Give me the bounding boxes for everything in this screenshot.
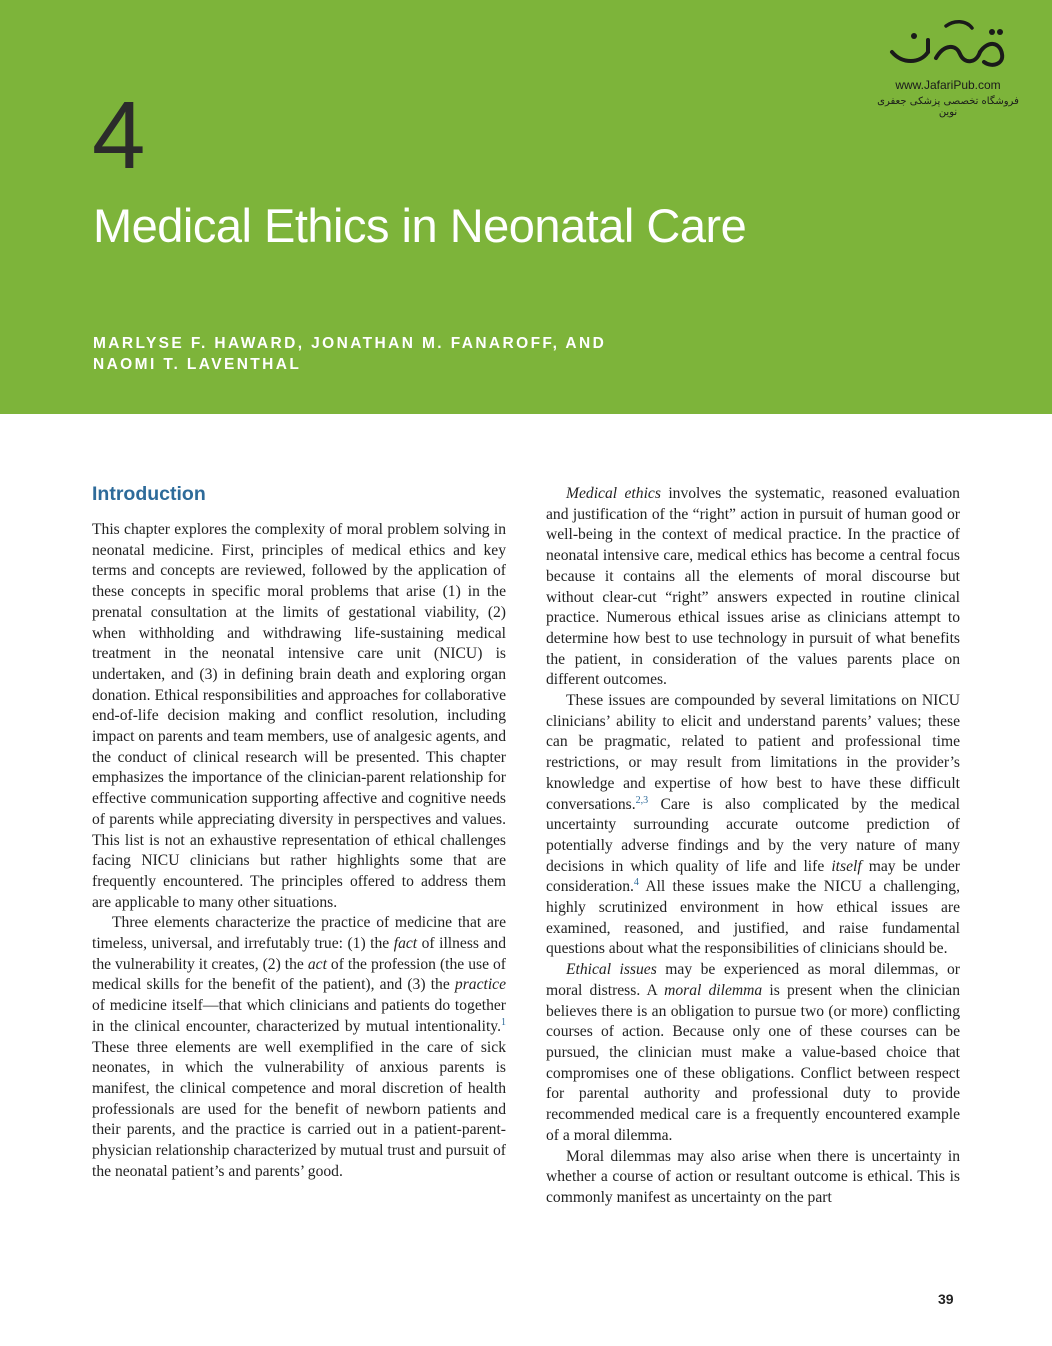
chapter-banner: [0, 0, 1052, 414]
emphasis-medical-ethics: Medical ethics: [566, 485, 661, 502]
chapter-title: Medical Ethics in Neonatal Care: [93, 199, 747, 252]
paragraph-intro-2: [92, 913, 506, 1182]
emphasis-moral-dilemma: moral dilemma: [664, 981, 763, 999]
publisher-url: www.JafariPub.com: [895, 78, 1001, 92]
text-run: may be experienced as moral dilemmas, or moral distress. A: [546, 961, 960, 999]
publisher-logo-mark: [884, 18, 1012, 76]
paragraph-moral-dilemmas: Moral dilemmas may also arise when there is uncertainty in whether a course of action or resultant outcome is ethical. This is commonly manifest as uncertainty on the part: [546, 1147, 960, 1206]
chapter-authors: [93, 333, 793, 375]
reference-link-2-3[interactable]: 2,3: [635, 794, 649, 806]
publisher-tagline: فروشگاه تخصصی پزشکی جعفری نوین: [877, 96, 1019, 118]
text-run: All these issues make the NICU a challenging, highly scrutinized environment in how ethical issues are examined, reasoned, and justified, and raise fundamental questions about what the responsibilities of clinicians should be.: [546, 878, 960, 958]
paragraph-ethical-issues: [546, 960, 960, 1146]
text-run: is present when the clinician believes there is an obligation to pursue two (or more) conflicting courses of action. Because only one of these courses can be pursued, the clinician must make a value-based choice that compromises one of these obligations. Conflict between respect for parental authority and professional duty to provide recommended medical care is a frequently encountered example of a moral dilemma.: [546, 981, 960, 1144]
text-run: may be under consideration.: [546, 857, 960, 896]
emphasis-itself: itself: [831, 857, 862, 875]
paragraph-medical-ethics: [546, 484, 960, 691]
paragraph-intro-1: This chapter explores the complexity of moral problem solving in neonatal medicine. First, principles of medical ethics and key terms and concepts are reviewed, followed by the application of these concepts in specific moral problems that arise (1) in the prenatal consultation at the limits of gestational viability, (2) when withholding and withdrawing life-sustaining medical treatment in the neonatal intensive care unit (NICU) is undertaken, and (3) in defining brain death and exploring organ donation. Ethical responsibilities and approaches for collaborative end-of-life decision making and conflict resolution, including impact on parents and team members, use of analgesic agents, and the conduct of clinical research will be presented. This chapter emphasizes the importance of the clinician-parent relationship for effective communication supporting affective and cognitive needs of parents while appreciating diversity in perspectives and values. This list is not an exhaustive representation of ethical challenges facing NICU clinicians but rather highlights some that are frequently encountered. The principles offered to address them are applicable to many other situations.: [92, 521, 506, 911]
left-column: [92, 482, 506, 1183]
text-run: Three elements characterize the practice of medicine that are timeless, universal, and irrefutably true: (1) the: [92, 914, 506, 953]
emphasis-act: act: [307, 955, 327, 973]
section-heading-introduction: Introduction: [92, 483, 206, 505]
page-number: 39: [938, 1291, 954, 1307]
reference-link-4[interactable]: 4: [633, 877, 639, 889]
text-run: Care is also complicated by the medical uncertainty surrounding accurate outcome prediction of potentially adverse findings and by the very nature of many decisions in which quality of life and life: [546, 795, 960, 875]
emphasis-practice: practice: [454, 976, 506, 994]
text-run: of illness and the vulnerability it creates, (2) the: [92, 935, 506, 973]
text-run: These three elements are well exemplified in the care of sick neonates, in which the vulnerability of anxious parents is manifest, the clinical competence and moral discretion of health professionals are used for the benefit of newborn patients and their parents, and the practice is carried out in a patient-parent-physician relationship characterized by mutual trust and pursuit of the neonatal patient’s and parents’ good.: [92, 1038, 506, 1180]
publisher-logo: [868, 18, 1028, 128]
text-run: of the profession (the use of medical skills for the benefit of the patient), and (3) the: [92, 955, 506, 994]
chapter-number: 4: [92, 82, 144, 189]
emphasis-fact: fact: [393, 935, 418, 953]
text-run: of medicine itself—that which clinicians and patients do together in the clinical encounter, characterized by mutual intentionality.: [92, 997, 506, 1035]
authors-line-2: NAOMI T. LAVENTHAL: [93, 356, 302, 373]
right-column: [546, 484, 960, 1209]
emphasis-ethical-issues: Ethical issues: [566, 961, 657, 979]
text-run: These issues are compounded by several limitations on NICU clinicians’ ability to elicit and understand parents’ values; these can be pragmatic, related to patient and professional time restrictions, or may result from limitations in the provider’s knowledge and expertise of how best to have these difficult conversations.: [546, 692, 960, 813]
authors-line-1: MARLYSE F. HAWARD, JONATHAN M. FANAROFF, AND: [93, 335, 607, 352]
text-run: involves the systematic, reasoned evaluation and justification of the “right” action in pursuit of human good or well-being in the context of medical practice. In the practice of neonatal intensive care, medical ethics has become a central focus because it contains all the elements of moral discourse but without clear-cut “right” answers expected in routine clinical practice. Numerous ethical issues arise as clinicians attempt to determine how best to use technology in pursuit of what benefits the patient, in consideration of the values parents place on different outcomes.: [546, 485, 960, 689]
reference-link-1[interactable]: 1: [501, 1016, 506, 1028]
paragraph-limitations: [546, 691, 960, 960]
